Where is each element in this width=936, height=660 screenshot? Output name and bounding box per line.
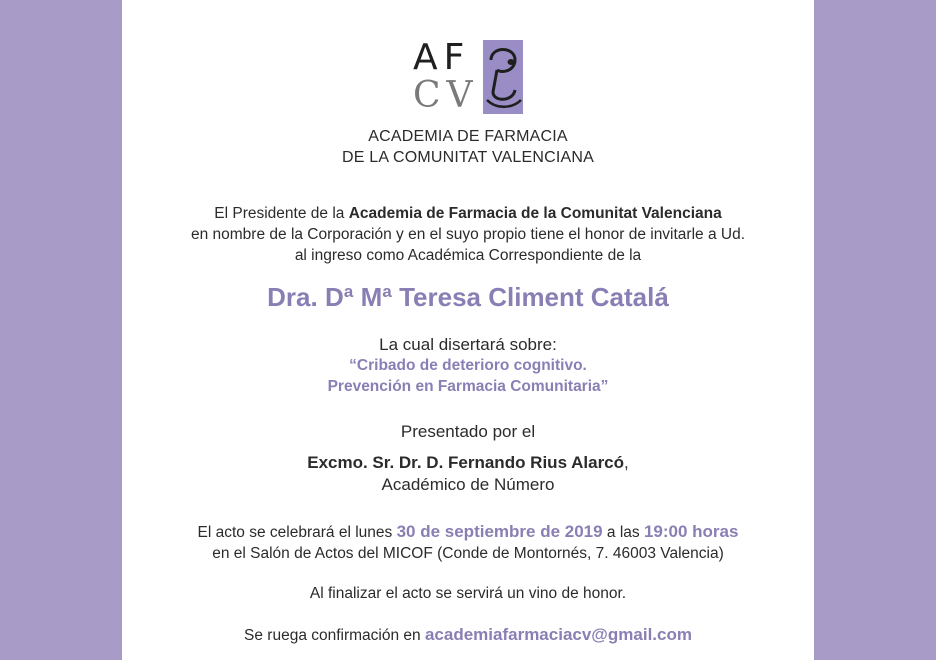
academy-name-line1: ACADEMIA DE FARMACIA — [368, 128, 568, 145]
logo-text-af: AF — [413, 37, 471, 78]
rsvp-line — [122, 624, 814, 646]
talk-title-line2: Prevención en Farmacia Comunitaria” — [327, 378, 609, 395]
event-details — [122, 521, 814, 564]
intro-paragraph — [122, 203, 814, 266]
mortar-pestle-icon — [483, 40, 523, 114]
intro-pre: El Presidente de la — [214, 205, 349, 222]
academy-name-line2: DE LA COMUNITAT VALENCIANA — [341, 149, 595, 166]
rsvp-email-link[interactable]: academiafarmaciacv@gmail.com — [424, 625, 692, 644]
talk-title-line1: “Cribado de deterioro cognitivo. — [349, 357, 587, 374]
academy-logo — [413, 37, 525, 116]
presenter-comma: , — [624, 453, 629, 472]
presenter-line — [122, 452, 814, 474]
event-place: en el Salón de Actos del MICOF (Conde de Montornés, 7. 46003 Valencia) — [212, 545, 724, 562]
event-time: 19:00 horas — [643, 522, 739, 541]
event-pre: El acto se celebrará el lunes — [197, 524, 397, 541]
presented-by: Presentado por el — [400, 422, 536, 441]
event-mid: a las — [602, 524, 644, 541]
logo-text-cv: CV — [413, 75, 479, 116]
intro-org: Academia de Farmacia de la Comunitat Valenciana — [348, 205, 722, 222]
intro-line1 — [122, 203, 814, 224]
intro-line3: al ingreso como Académica Correspondiente de la — [294, 247, 642, 264]
wine-note: Al finalizar el acto se servirá un vino de honor. — [309, 585, 627, 602]
academy-name — [122, 126, 814, 168]
presenter-section — [122, 452, 814, 495]
talk-intro: La cual disertará sobre: — [379, 335, 557, 354]
invitation-card — [122, 0, 814, 660]
rsvp-pre: Se ruega confirmación en — [244, 627, 425, 644]
presenter-name: Excmo. Sr. Dr. D. Fernando Rius Alarcó — [307, 453, 625, 472]
intro-line2: en nombre de la Corporación y en el suyo propio tiene el honor de invitarle a Ud. — [190, 226, 746, 243]
talk-section — [122, 334, 814, 397]
event-line1 — [122, 521, 814, 543]
honoree-name: Dra. Dª Mª Teresa Climent Catalá — [267, 282, 669, 312]
event-date: 30 de septiembre de 2019 — [396, 522, 603, 541]
presenter-role: Académico de Número — [381, 475, 555, 494]
